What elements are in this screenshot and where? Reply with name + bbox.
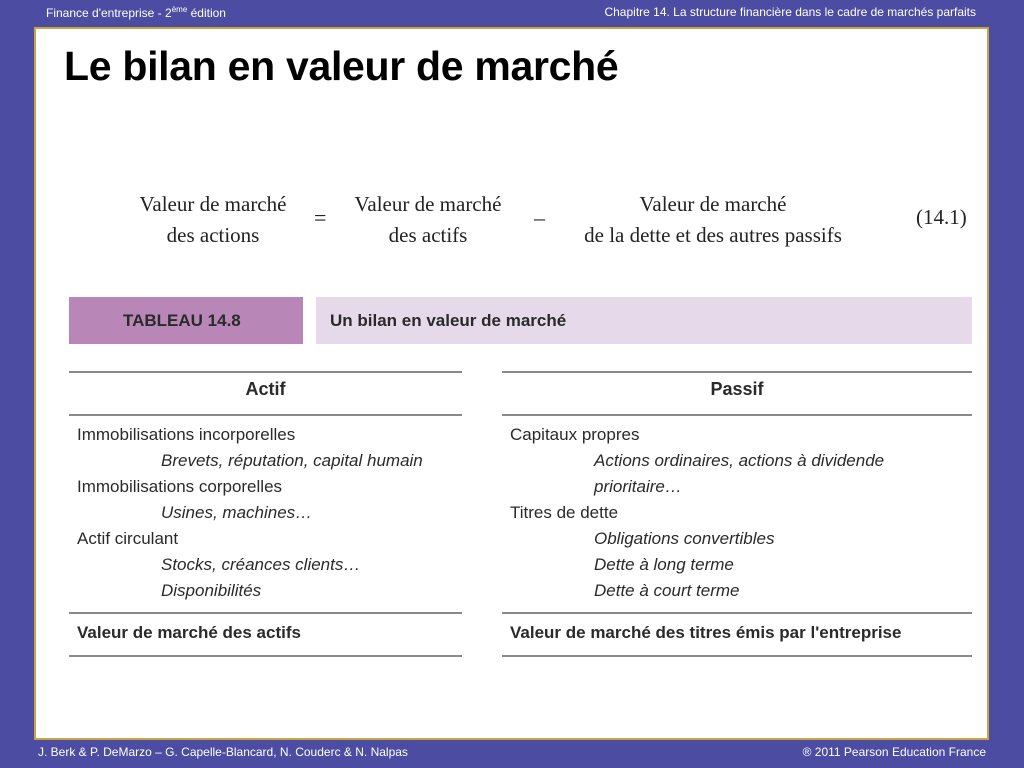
- list-item: Dette à long terme: [594, 555, 734, 574]
- table-label: TABLEAU 14.8: [69, 297, 303, 344]
- equation-term-equity-line1: Valeur de marché: [139, 192, 287, 216]
- actif-total-rule: [69, 612, 462, 614]
- list-item: Immobilisations corporelles: [77, 477, 283, 496]
- equation-equals-sign: =: [314, 205, 327, 230]
- list-item: Obligations convertibles: [594, 529, 775, 548]
- equation-term-debt-line1: Valeur de marché: [639, 192, 787, 216]
- equation-term-debt: [558, 189, 868, 251]
- passif-total: Valeur de marché des titres émis par l'entreprise: [510, 623, 902, 642]
- list-item: prioritaire…: [594, 477, 682, 496]
- list-item: Disponibilités: [161, 581, 262, 600]
- actif-total: Valeur de marché des actifs: [77, 623, 301, 642]
- list-item: Titres de dette: [510, 503, 619, 522]
- equation-term-equity-line2: des actions: [166, 223, 260, 247]
- actif-top-rule: [69, 371, 462, 373]
- footer-copyright: ® 2011 Pearson Education France: [802, 745, 986, 759]
- header-book-title: Finance d'entreprise - 2ème édition: [46, 5, 226, 20]
- list-item: Stocks, créances clients…: [161, 555, 361, 574]
- list-item: Brevets, réputation, capital humain: [161, 451, 423, 470]
- passif-bottom-rule: [502, 655, 972, 657]
- list-item: Dette à court terme: [594, 581, 740, 600]
- actif-column: [69, 371, 462, 657]
- equation-term-assets-line1: Valeur de marché: [354, 192, 502, 216]
- actif-header-rule: [69, 414, 462, 416]
- equation-term-equity: [118, 189, 308, 251]
- passif-total-rule: [502, 612, 972, 614]
- equation-term-assets: [336, 189, 520, 251]
- list-item: Capitaux propres: [510, 425, 640, 444]
- list-item: Actif circulant: [77, 529, 179, 548]
- list-item: Usines, machines…: [161, 503, 313, 522]
- passif-column: [502, 371, 972, 657]
- header-chapter-title: Chapitre 14. La structure financière dans le cadre de marchés parfaits: [604, 5, 976, 19]
- actif-header: Actif: [245, 379, 286, 399]
- equation-number: (14.1): [916, 205, 967, 229]
- equation-term-assets-line2: des actifs: [388, 223, 468, 247]
- table-title: Un bilan en valeur de marché: [316, 297, 972, 344]
- passif-top-rule: [502, 371, 972, 373]
- equation-minus-sign: –: [534, 205, 545, 230]
- passif-header-rule: [502, 414, 972, 416]
- equation-term-debt-line2: de la dette et des autres passifs: [584, 223, 842, 247]
- slide-title: Le bilan en valeur de marché: [64, 43, 619, 89]
- list-item: Immobilisations incorporelles: [77, 425, 296, 444]
- footer-authors: J. Berk & P. DeMarzo – G. Capelle-Blancard, N. Couderc & N. Nalpas: [38, 745, 408, 759]
- list-item: Actions ordinaires, actions à dividende: [594, 451, 885, 470]
- actif-bottom-rule: [69, 655, 462, 657]
- slide-content: [34, 27, 989, 740]
- passif-header: Passif: [710, 379, 764, 399]
